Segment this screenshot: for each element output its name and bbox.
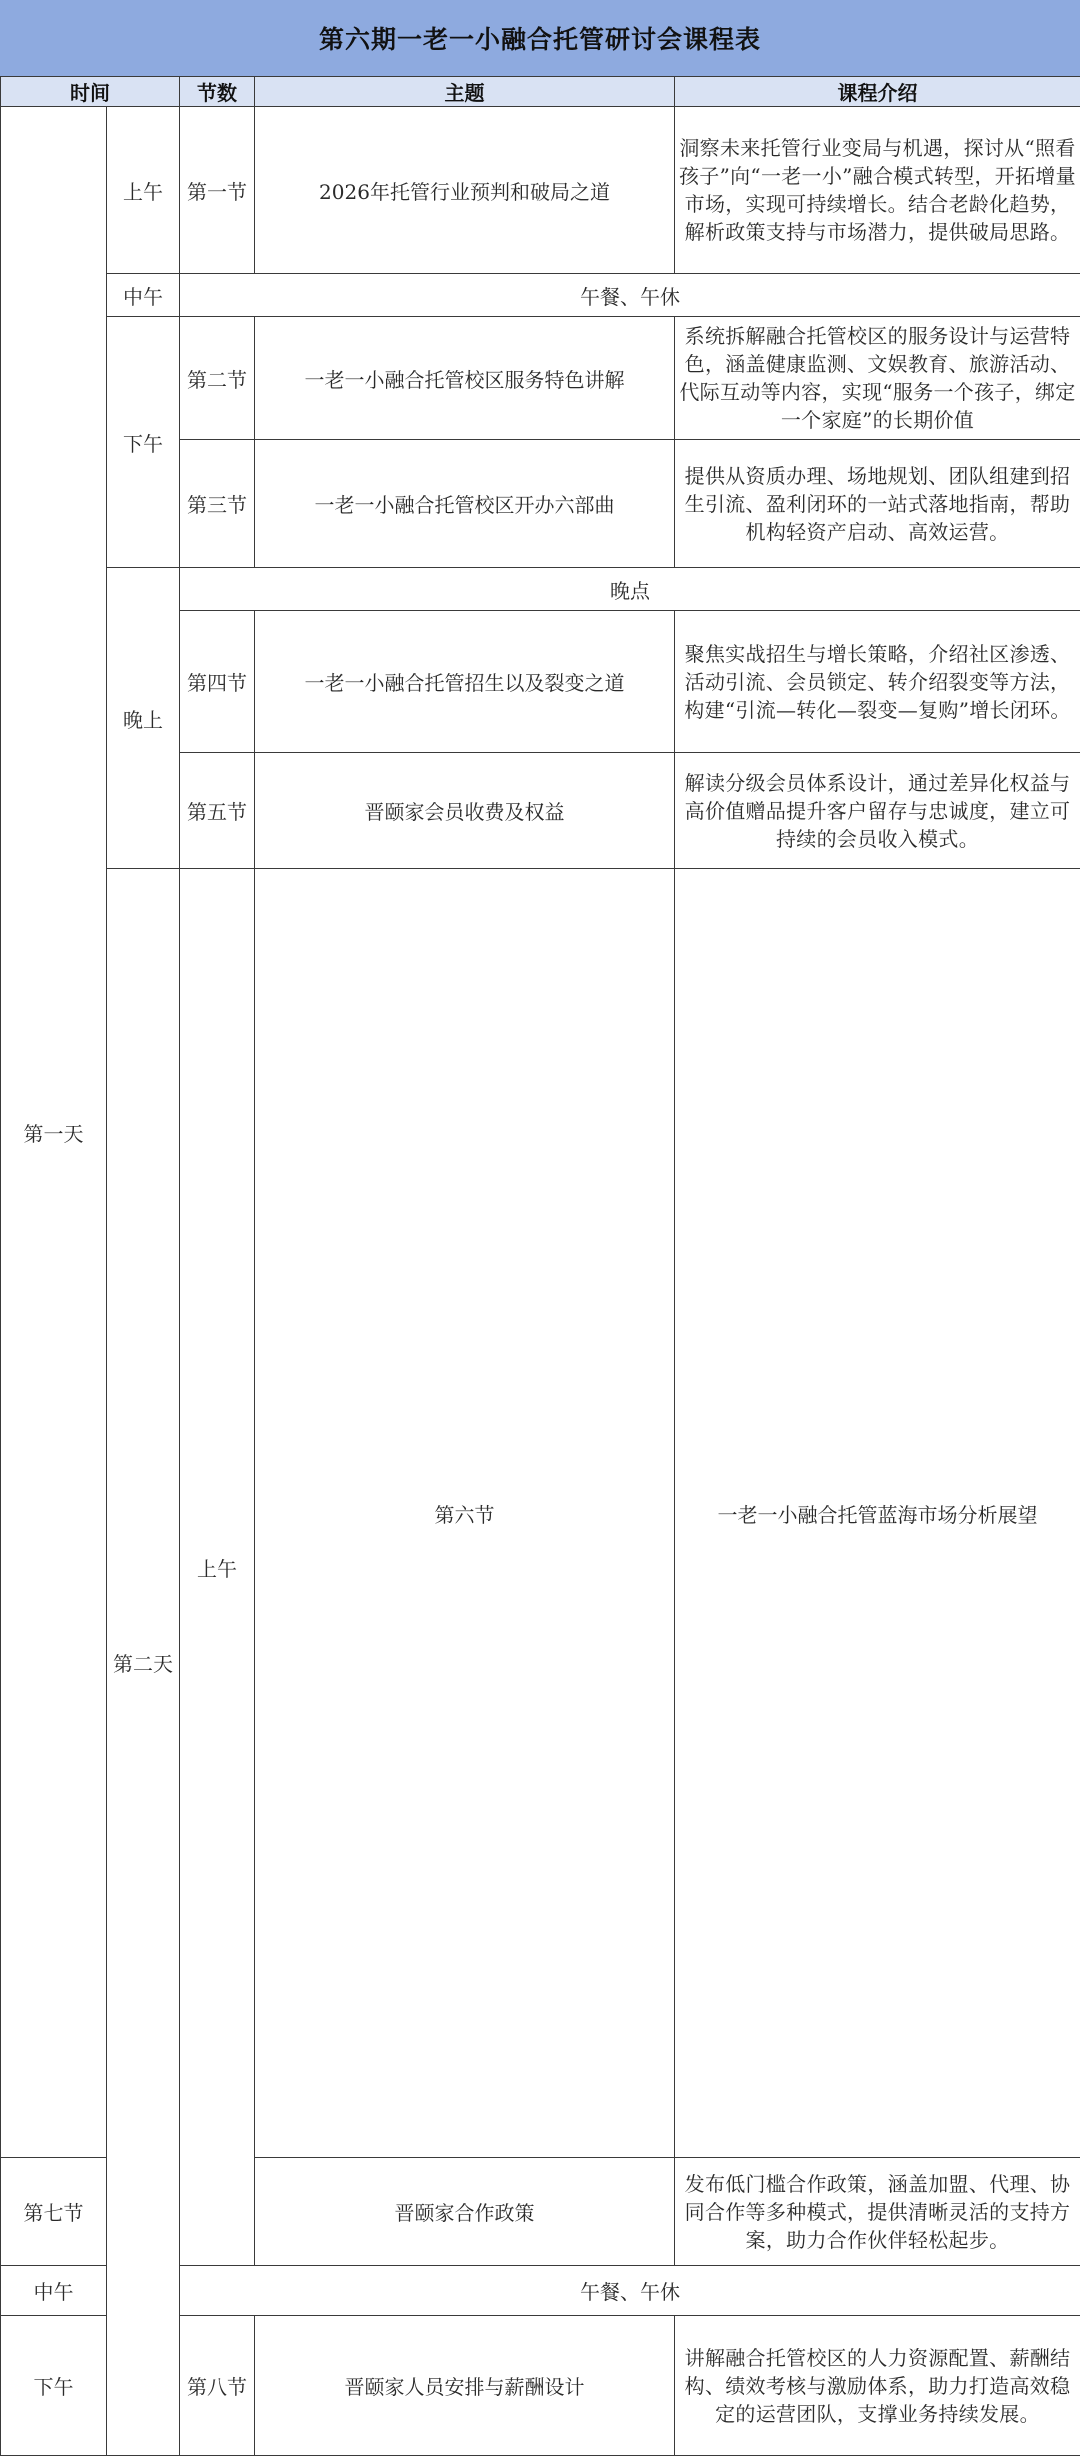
section-label: 第三节 <box>180 440 255 568</box>
day-label: 第一天 <box>1 107 107 2158</box>
session-description: 解读分级会员体系设计，通过差异化权益与高价值赠品提升客户留存与忠诚度，建立可持续的会员收入模式。 <box>675 753 1080 869</box>
session-description: 讲解融合托管校区的人力资源配置、薪酬结构、绩效考核与激励体系，助力打造高效稳定的运营团队，支撑业务持续发展。 <box>675 2316 1080 2456</box>
header-row <box>1 77 1080 107</box>
session-topic: 一老一小融合托管招生以及裂变之道 <box>255 611 675 753</box>
header-time: 时间 <box>1 77 180 107</box>
break-activity: 午餐、午休 <box>180 274 1080 317</box>
section-label: 第七节 <box>1 2158 107 2266</box>
session-description: 系统拆解融合托管校区的服务设计与运营特色，涵盖健康监测、文娱教育、旅游活动、代际互动等内容，实现“服务一个孩子，绑定一个家庭”的长期价值 <box>675 317 1080 440</box>
header-description: 课程介绍 <box>675 77 1080 107</box>
break-activity: 午餐、午休 <box>180 2266 1080 2316</box>
session-description: 发布低门槛合作政策，涵盖加盟、代理、协同合作等多种模式，提供清晰灵活的支持方案，助力合作伙伴轻松起步。 <box>675 2158 1080 2266</box>
section-label: 第八节 <box>180 2316 255 2456</box>
header-section: 节数 <box>180 77 255 107</box>
day-label: 第二天 <box>107 869 180 2456</box>
period-label: 晚上 <box>107 568 180 869</box>
schedule-title: 第六期一老一小融合托管研讨会课程表 <box>0 0 1080 77</box>
period-label: 中午 <box>107 274 180 317</box>
session-topic: 2026年托管行业预判和破局之道 <box>255 107 675 274</box>
session-topic: 晋颐家会员收费及权益 <box>255 753 675 869</box>
table-row <box>1 869 1080 2158</box>
session-topic: 一老一小融合托管校区开办六部曲 <box>255 440 675 568</box>
course-schedule-table <box>0 76 1080 2456</box>
session-topic: 晋颐家合作政策 <box>255 2158 675 2266</box>
period-label: 中午 <box>1 2266 107 2316</box>
session-description: 洞察未来托管行业变局与机遇，探讨从“照看孩子”向“一老一小”融合模式转型，开拓增量市场，实现可持续增长。结合老龄化趋势，解析政策支持与市场潜力，提供破局思路。 <box>675 107 1080 274</box>
session-topic: 一老一小融合托管蓝海市场分析展望 <box>675 869 1080 2158</box>
period-label: 下午 <box>1 2316 107 2456</box>
header-topic: 主题 <box>255 77 675 107</box>
session-description: 提供从资质办理、场地规划、团队组建到招生引流、盈利闭环的一站式落地指南，帮助机构轻资产启动、高效运营。 <box>675 440 1080 568</box>
session-topic: 晋颐家人员安排与薪酬设计 <box>255 2316 675 2456</box>
period-label: 上午 <box>107 107 180 274</box>
period-label: 上午 <box>180 869 255 2266</box>
period-label: 下午 <box>107 317 180 568</box>
section-label: 第一节 <box>180 107 255 274</box>
table-row <box>1 107 1080 274</box>
session-description: 聚焦实战招生与增长策略，介绍社区渗透、活动引流、会员锁定、转介绍裂变等方法，构建“引流—转化—裂变—复购”增长闭环。 <box>675 611 1080 753</box>
section-label: 第六节 <box>255 869 675 2158</box>
section-label: 第五节 <box>180 753 255 869</box>
table-row <box>1 317 1080 440</box>
break-activity: 晚点 <box>180 568 1080 611</box>
section-label: 第四节 <box>180 611 255 753</box>
table-row <box>1 568 1080 611</box>
section-label: 第二节 <box>180 317 255 440</box>
table-row <box>1 274 1080 317</box>
session-topic: 一老一小融合托管校区服务特色讲解 <box>255 317 675 440</box>
